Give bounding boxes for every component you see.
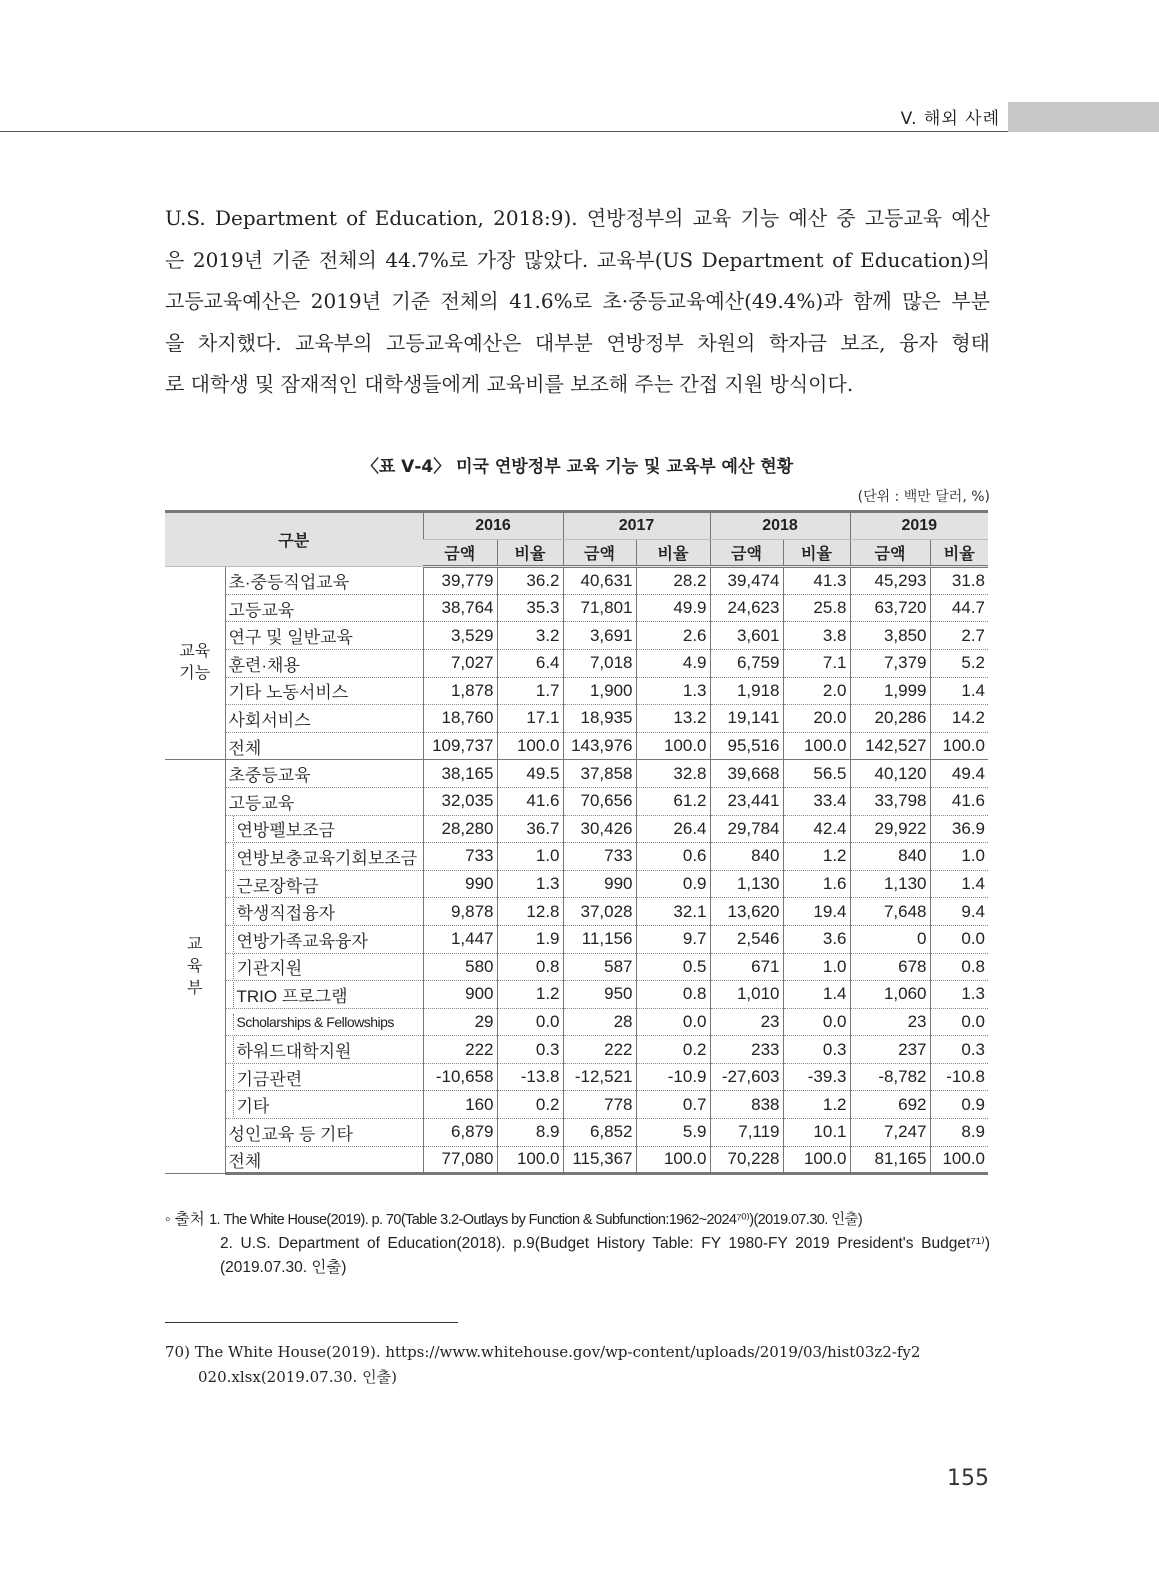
budget-table (165, 510, 988, 1175)
header-ratio: 비율 (783, 539, 850, 567)
ratio-cell: 1.4 (930, 870, 988, 898)
amount-cell: -27,603 (710, 1063, 783, 1091)
ratio-cell: 61.2 (636, 787, 710, 815)
amount-cell: 40,120 (850, 760, 930, 788)
row-label-cell (225, 1146, 423, 1174)
ratio-cell: 31.8 (930, 567, 988, 595)
row-label-cell (225, 677, 423, 705)
ratio-cell: 32.8 (636, 760, 710, 788)
table-unit: (단위 : 백만 달러, %) (857, 489, 990, 505)
header-rule (0, 131, 1008, 132)
ratio-cell: 1.3 (497, 870, 563, 898)
row-label: 사회서비스 (228, 710, 311, 730)
amount-cell: 1,010 (710, 981, 783, 1009)
amount-cell: 7,018 (563, 649, 636, 677)
amount-cell: 7,648 (850, 898, 930, 926)
ratio-cell: 32.1 (636, 898, 710, 926)
table-row (165, 1091, 988, 1119)
ratio-cell: 8.9 (930, 1119, 988, 1147)
ratio-cell: 0.3 (930, 1036, 988, 1064)
source-item: 1. The White House(2019). p. 70(Table 3.2-Outlays by Function & Subfunction:1962~2024⁷⁰⁾)(2019.07.30. 인출) (209, 1212, 863, 1228)
header-year: 2018 (710, 512, 850, 540)
amount-cell: 29,922 (850, 815, 930, 843)
amount-cell: 990 (563, 870, 636, 898)
amount-cell: 29,784 (710, 815, 783, 843)
header-amount: 금액 (563, 539, 636, 567)
ratio-cell: 26.4 (636, 815, 710, 843)
row-label-cell (225, 953, 423, 981)
row-label-cell (225, 843, 423, 871)
row-label-cell (225, 870, 423, 898)
row-label: 성인교육 등 기타 (228, 1124, 353, 1144)
ratio-cell: 35.3 (497, 594, 563, 622)
header-year: 2017 (563, 512, 710, 540)
amount-cell: 0 (850, 925, 930, 953)
amount-cell: 11,156 (563, 925, 636, 953)
table-row (165, 981, 988, 1009)
group-label: 교 육 부 (165, 760, 225, 1174)
row-label: 연구 및 일반교육 (228, 628, 353, 648)
amount-cell: 1,918 (710, 677, 783, 705)
amount-cell: 38,764 (423, 594, 497, 622)
amount-cell: -12,521 (563, 1063, 636, 1091)
ratio-cell: 1.7 (497, 677, 563, 705)
ratio-cell: 0.8 (930, 953, 988, 981)
ratio-cell: 9.4 (930, 898, 988, 926)
ratio-cell: 0.3 (497, 1036, 563, 1064)
row-label-cell (225, 981, 423, 1009)
row-label-cell (225, 649, 423, 677)
ratio-cell: 49.5 (497, 760, 563, 788)
ratio-cell: 0.3 (783, 1036, 850, 1064)
ratio-cell: 41.6 (497, 787, 563, 815)
amount-cell: 160 (423, 1091, 497, 1119)
row-label: 전체 (228, 738, 262, 758)
row-label: 연방보충교육기회보조금 (233, 844, 418, 869)
amount-cell: 81,165 (850, 1146, 930, 1174)
amount-cell: 7,119 (710, 1119, 783, 1147)
ratio-cell: 100.0 (497, 732, 563, 760)
amount-cell: 115,367 (563, 1146, 636, 1174)
row-label-cell (225, 1036, 423, 1064)
ratio-cell: 1.0 (930, 843, 988, 871)
amount-cell: 3,691 (563, 622, 636, 650)
amount-cell: 18,935 (563, 705, 636, 733)
table-row (165, 1119, 988, 1147)
ratio-cell: -10.8 (930, 1063, 988, 1091)
ratio-cell: 19.4 (783, 898, 850, 926)
source-prefix: ◦ 출처 (165, 1211, 205, 1228)
row-label: 초·중등직업교육 (228, 572, 350, 592)
row-label-cell (225, 1008, 423, 1036)
amount-cell: 9,878 (423, 898, 497, 926)
amount-cell: 70,228 (710, 1146, 783, 1174)
amount-cell: 692 (850, 1091, 930, 1119)
amount-cell: -8,782 (850, 1063, 930, 1091)
row-label-cell (225, 1119, 423, 1147)
amount-cell: 587 (563, 953, 636, 981)
amount-cell: 237 (850, 1036, 930, 1064)
header-amount: 금액 (850, 539, 930, 567)
table-row (165, 594, 988, 622)
ratio-cell: 56.5 (783, 760, 850, 788)
amount-cell: 838 (710, 1091, 783, 1119)
amount-cell: 222 (563, 1036, 636, 1064)
row-label-cell (225, 705, 423, 733)
ratio-cell: 49.9 (636, 594, 710, 622)
ratio-cell: 41.3 (783, 567, 850, 595)
table-caption: 〈표 Ⅴ-4〉 미국 연방정부 교육 기능 및 교육부 예산 현황 (361, 457, 794, 477)
amount-cell: 63,720 (850, 594, 930, 622)
ratio-cell: 1.2 (783, 1091, 850, 1119)
group-label: 교육 기능 (165, 567, 225, 760)
row-label: 학생직접융자 (233, 899, 336, 924)
footnote-text: The White House(2019). https://www.whitehouse.gov/wp-content/uploads/2019/03/hist03z2-fy2 (194, 1343, 921, 1361)
amount-cell: 3,529 (423, 622, 497, 650)
ratio-cell: 2.6 (636, 622, 710, 650)
ratio-cell: 1.6 (783, 870, 850, 898)
footnote-rule (165, 1322, 458, 1323)
table-row (165, 760, 988, 788)
amount-cell: 45,293 (850, 567, 930, 595)
header-amount: 금액 (423, 539, 497, 567)
amount-cell: 990 (423, 870, 497, 898)
amount-cell: 142,527 (850, 732, 930, 760)
table-row (165, 567, 988, 595)
ratio-cell: 0.7 (636, 1091, 710, 1119)
table-row (165, 705, 988, 733)
row-label-cell (225, 925, 423, 953)
ratio-cell: 13.2 (636, 705, 710, 733)
amount-cell: 1,447 (423, 925, 497, 953)
table-row (165, 1008, 988, 1036)
ratio-cell: -39.3 (783, 1063, 850, 1091)
table-row (165, 1063, 988, 1091)
row-label: 연방가족교육융자 (233, 927, 368, 952)
ratio-cell: 0.0 (930, 925, 988, 953)
ratio-cell: 3.8 (783, 622, 850, 650)
row-label-cell (225, 760, 423, 788)
source-item: 2. U.S. Department of Education(2018). p.9(Budget History Table: FY 1980-FY 2019 President's Budget⁷¹⁾)(2019.07.30. 인출) (220, 1235, 990, 1276)
ratio-cell: 42.4 (783, 815, 850, 843)
row-label: 기관지원 (233, 954, 303, 979)
amount-cell: 40,631 (563, 567, 636, 595)
ratio-cell: 14.2 (930, 705, 988, 733)
amount-cell: 6,852 (563, 1119, 636, 1147)
table-row (165, 953, 988, 981)
ratio-cell: 1.0 (783, 953, 850, 981)
page-number: 155 (947, 1466, 989, 1491)
amount-cell: 840 (710, 843, 783, 871)
ratio-cell: 100.0 (497, 1146, 563, 1174)
table-row (165, 925, 988, 953)
row-label-cell (225, 898, 423, 926)
header-ratio: 비율 (497, 539, 563, 567)
amount-cell: 28 (563, 1008, 636, 1036)
ratio-cell: 0.0 (497, 1008, 563, 1036)
amount-cell: 580 (423, 953, 497, 981)
source-notes (165, 1208, 990, 1280)
ratio-cell: 1.0 (497, 843, 563, 871)
row-label-cell (225, 787, 423, 815)
amount-cell: 733 (563, 843, 636, 871)
amount-cell: 29 (423, 1008, 497, 1036)
amount-cell: 671 (710, 953, 783, 981)
table-row (165, 787, 988, 815)
header-year: 2019 (850, 512, 988, 540)
amount-cell: 7,379 (850, 649, 930, 677)
ratio-cell: 1.3 (930, 981, 988, 1009)
amount-cell: 37,028 (563, 898, 636, 926)
amount-cell: 39,474 (710, 567, 783, 595)
paragraph-line: 고등교육예산은 2019년 기준 전체의 41.6%로 초·중등교육예산(49.4%)과 함께 많은 부분 (165, 289, 990, 313)
amount-cell: 1,060 (850, 981, 930, 1009)
ratio-cell: 5.2 (930, 649, 988, 677)
row-label: TRIO 프로그램 (233, 982, 348, 1007)
amount-cell: -10,658 (423, 1063, 497, 1091)
amount-cell: 18,760 (423, 705, 497, 733)
paragraph-line: 로 대학생 및 잠재적인 대학생들에게 교육비를 보조해 주는 간접 지원 방식이다. (165, 372, 854, 396)
ratio-cell: 0.0 (636, 1008, 710, 1036)
amount-cell: 1,999 (850, 677, 930, 705)
ratio-cell: 3.6 (783, 925, 850, 953)
footnote-text-cont: 020.xlsx(2019.07.30. 인출) (198, 1368, 397, 1386)
ratio-cell: 20.0 (783, 705, 850, 733)
ratio-cell: 5.9 (636, 1119, 710, 1147)
ratio-cell: 17.1 (497, 705, 563, 733)
ratio-cell: 3.2 (497, 622, 563, 650)
ratio-cell: 1.2 (783, 843, 850, 871)
amount-cell: 2,546 (710, 925, 783, 953)
ratio-cell: -10.9 (636, 1063, 710, 1091)
ratio-cell: 100.0 (636, 732, 710, 760)
amount-cell: 6,759 (710, 649, 783, 677)
ratio-cell: 0.5 (636, 953, 710, 981)
row-label-cell (225, 567, 423, 595)
amount-cell: 23 (710, 1008, 783, 1036)
ratio-cell: 0.8 (636, 981, 710, 1009)
table-row (165, 732, 988, 760)
paragraph-line: U.S. Department of Education, 2018:9). 연방정부의 교육 기능 예산 중 고등교육 예산 (165, 206, 990, 230)
amount-cell: 20,286 (850, 705, 930, 733)
row-label-cell (225, 1063, 423, 1091)
amount-cell: 19,141 (710, 705, 783, 733)
header-ratio: 비율 (930, 539, 988, 567)
header-amount: 금액 (710, 539, 783, 567)
amount-cell: 28,280 (423, 815, 497, 843)
ratio-cell: 0.8 (497, 953, 563, 981)
ratio-cell: 9.7 (636, 925, 710, 953)
amount-cell: 1,130 (710, 870, 783, 898)
amount-cell: 70,656 (563, 787, 636, 815)
body-paragraph (165, 200, 990, 408)
ratio-cell: 0.9 (636, 870, 710, 898)
amount-cell: 1,878 (423, 677, 497, 705)
row-label: Scholarships & Fellowships (233, 1014, 394, 1030)
ratio-cell: 44.7 (930, 594, 988, 622)
amount-cell: 778 (563, 1091, 636, 1119)
ratio-cell: 100.0 (930, 732, 988, 760)
ratio-cell: 0.2 (497, 1091, 563, 1119)
row-label: 고등교육 (228, 600, 295, 620)
table-row (165, 1036, 988, 1064)
ratio-cell: 1.3 (636, 677, 710, 705)
amount-cell: 95,516 (710, 732, 783, 760)
section-title: V. 해외 사례 (900, 109, 1000, 129)
amount-cell: 39,668 (710, 760, 783, 788)
table-row (165, 677, 988, 705)
row-label: 전체 (228, 1151, 262, 1171)
amount-cell: 37,858 (563, 760, 636, 788)
amount-cell: 7,027 (423, 649, 497, 677)
table-row (165, 622, 988, 650)
amount-cell: 109,737 (423, 732, 497, 760)
amount-cell: 233 (710, 1036, 783, 1064)
amount-cell: 7,247 (850, 1119, 930, 1147)
ratio-cell: 25.8 (783, 594, 850, 622)
amount-cell: 24,623 (710, 594, 783, 622)
ratio-cell: 2.0 (783, 677, 850, 705)
row-label: 고등교육 (228, 793, 295, 813)
ratio-cell: 1.4 (783, 981, 850, 1009)
ratio-cell: 49.4 (930, 760, 988, 788)
ratio-cell: 0.6 (636, 843, 710, 871)
amount-cell: 33,798 (850, 787, 930, 815)
table-row (165, 815, 988, 843)
ratio-cell: 28.2 (636, 567, 710, 595)
ratio-cell: 8.9 (497, 1119, 563, 1147)
table-row (165, 843, 988, 871)
table-row (165, 1146, 988, 1174)
ratio-cell: 36.7 (497, 815, 563, 843)
row-label-cell (225, 732, 423, 760)
amount-cell: 6,879 (423, 1119, 497, 1147)
amount-cell: 3,601 (710, 622, 783, 650)
header-year: 2016 (423, 512, 563, 540)
ratio-cell: 12.8 (497, 898, 563, 926)
ratio-cell: 1.4 (930, 677, 988, 705)
row-label: 기금관련 (233, 1065, 303, 1090)
row-label-cell (225, 594, 423, 622)
header-tab-block (1008, 102, 1159, 132)
row-label: 기타 노동서비스 (228, 683, 349, 703)
ratio-cell: 0.2 (636, 1036, 710, 1064)
amount-cell: 678 (850, 953, 930, 981)
amount-cell: 77,080 (423, 1146, 497, 1174)
ratio-cell: 1.9 (497, 925, 563, 953)
amount-cell: 1,130 (850, 870, 930, 898)
ratio-cell: 33.4 (783, 787, 850, 815)
amount-cell: 39,779 (423, 567, 497, 595)
header-category: 구분 (165, 512, 423, 567)
ratio-cell: 7.1 (783, 649, 850, 677)
ratio-cell: 100.0 (930, 1146, 988, 1174)
row-label-cell (225, 622, 423, 650)
row-label: 연방펠보조금 (233, 816, 336, 841)
row-label: 기타 (233, 1092, 270, 1117)
amount-cell: 900 (423, 981, 497, 1009)
ratio-cell: 100.0 (783, 732, 850, 760)
amount-cell: 733 (423, 843, 497, 871)
amount-cell: 1,900 (563, 677, 636, 705)
amount-cell: 950 (563, 981, 636, 1009)
ratio-cell: 4.9 (636, 649, 710, 677)
ratio-cell: 100.0 (783, 1146, 850, 1174)
row-label: 초중등교육 (228, 766, 311, 786)
ratio-cell: 41.6 (930, 787, 988, 815)
ratio-cell: 0.0 (783, 1008, 850, 1036)
amount-cell: 32,035 (423, 787, 497, 815)
amount-cell: 23,441 (710, 787, 783, 815)
footnote (165, 1340, 990, 1390)
row-label-cell (225, 815, 423, 843)
paragraph-line: 은 2019년 기준 전체의 44.7%로 가장 많았다. 교육부(US Department of Education)의 (165, 247, 990, 272)
amount-cell: 71,801 (563, 594, 636, 622)
table-row (165, 870, 988, 898)
row-label: 하워드대학지원 (233, 1037, 352, 1062)
ratio-cell: -13.8 (497, 1063, 563, 1091)
row-label-cell (225, 1091, 423, 1119)
ratio-cell: 100.0 (636, 1146, 710, 1174)
ratio-cell: 36.2 (497, 567, 563, 595)
ratio-cell: 0.9 (930, 1091, 988, 1119)
ratio-cell: 1.2 (497, 981, 563, 1009)
table-row (165, 898, 988, 926)
paragraph-line: 을 차지했다. 교육부의 고등교육예산은 대부분 연방정부 차원의 학자금 보조, 융자 형태 (165, 330, 990, 355)
amount-cell: 23 (850, 1008, 930, 1036)
header-ratio: 비율 (636, 539, 710, 567)
ratio-cell: 0.0 (930, 1008, 988, 1036)
footnote-number: 70) (165, 1343, 190, 1361)
amount-cell: 38,165 (423, 760, 497, 788)
amount-cell: 840 (850, 843, 930, 871)
row-label: 근로장학금 (233, 872, 319, 897)
table-row (165, 649, 988, 677)
ratio-cell: 6.4 (497, 649, 563, 677)
row-label: 훈련·채용 (228, 655, 300, 675)
amount-cell: 143,976 (563, 732, 636, 760)
amount-cell: 13,620 (710, 898, 783, 926)
ratio-cell: 36.9 (930, 815, 988, 843)
amount-cell: 3,850 (850, 622, 930, 650)
ratio-cell: 2.7 (930, 622, 988, 650)
ratio-cell: 10.1 (783, 1119, 850, 1147)
amount-cell: 222 (423, 1036, 497, 1064)
amount-cell: 30,426 (563, 815, 636, 843)
